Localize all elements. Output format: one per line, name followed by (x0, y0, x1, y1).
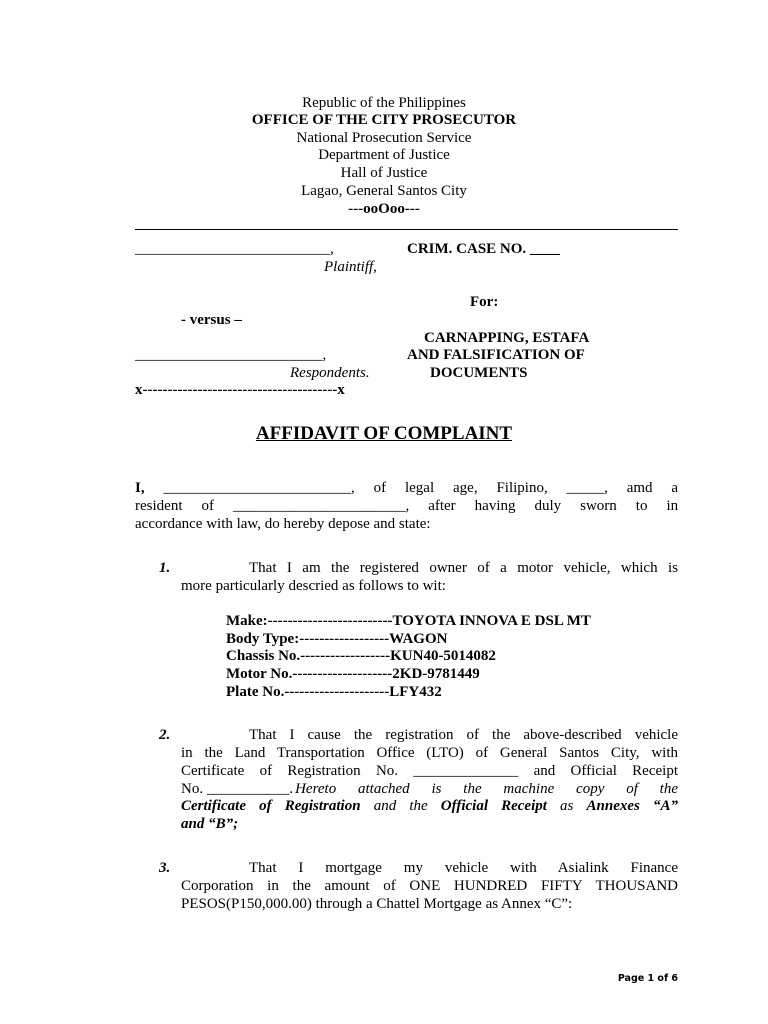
intro-word: resident (135, 498, 183, 514)
header-location: Lagao, General Santos City (301, 183, 467, 199)
for-label: For: (470, 294, 499, 310)
item-2-line-4 (181, 781, 678, 798)
intro-word: age, (453, 480, 478, 496)
offense-line-1: CARNAPPING, ESTAFA (424, 330, 590, 346)
item-2-line-4-a: No. ___________. (181, 781, 294, 797)
document-title: AFFIDAVIT OF COMPLAINT (255, 423, 513, 444)
vehicle-chassis (226, 648, 496, 665)
intro-blank: _________________________, (163, 480, 355, 496)
annex-receipt: Official Receipt (440, 798, 547, 814)
intro-word: duly (534, 498, 562, 514)
page-number: Page 1 of 6 (617, 973, 678, 984)
item-3-line-2: Corporation in the amount of ONE HUNDRED FIFTY THOUSAND (181, 878, 678, 894)
intro-word: to (635, 498, 648, 514)
intro-word: a (671, 480, 679, 496)
item-2-line-3: Certificate of Registration No. ______________ and Official Receipt (181, 763, 678, 779)
intro-blank: _____, (566, 480, 608, 496)
respondent-label: Respondents. (290, 365, 370, 381)
item-3-line-3: PESOS(P150,000.00) through a Chattel Mortgage as Annex “C”: (181, 896, 573, 912)
vehicle-plate-label: Plate No.--------------------- (226, 684, 390, 700)
item-2-line-5-as: as (546, 798, 587, 814)
annex-certificate: Certificate of Registration (181, 798, 361, 814)
vehicle-plate-value: LFY432 (389, 684, 442, 700)
annexes-ab: Annexes “A” (586, 798, 679, 814)
header-ornament: ---ooOoo--- (348, 201, 420, 217)
intro-word: I, (135, 480, 145, 496)
header-service: National Prosecution Service (296, 130, 472, 146)
vehicle-make-value: TOYOTA INNOVA E DSL MT (392, 613, 591, 629)
vehicle-chassis-label: Chassis No.------------------ (226, 648, 391, 664)
plaintiff-blank: __________________________, (135, 241, 334, 257)
respondent-blank: _________________________, (135, 347, 327, 363)
item-3-number: 3. (159, 860, 171, 876)
vehicle-make-label: Make:------------------------- (226, 613, 393, 629)
item-2-line-4-b: Hereto attached is the machine copy of the (295, 781, 678, 797)
item-1-line-2: more particularly descried as follows to wit: (181, 578, 446, 594)
case-number: CRIM. CASE NO. ____ (407, 241, 560, 257)
vehicle-make (226, 613, 591, 630)
intro-word: sworn (580, 498, 617, 514)
vehicle-motor (226, 666, 480, 683)
item-2-line-1: That I cause the registration of the above-described vehicle (249, 727, 678, 743)
vehicle-body-type-label: Body Type:------------------ (226, 631, 390, 647)
item-2-line-5 (181, 798, 678, 815)
header-office: OFFICE OF THE CITY PROSECUTOR (251, 112, 517, 128)
item-2-line-5-and: and the (360, 798, 441, 814)
vehicle-body-type-value: WAGON (389, 631, 448, 647)
intro-word: of (201, 498, 214, 514)
intro-word: legal (404, 480, 435, 496)
vehicle-motor-label: Motor No.-------------------- (226, 666, 393, 682)
intro-word: amd (626, 480, 653, 496)
intro-line-3: accordance with law, do hereby depose and state: (135, 516, 431, 532)
versus-label: - versus – (181, 312, 242, 328)
intro-word: having (474, 498, 516, 514)
item-1-number: 1. (159, 560, 171, 576)
item-1-line-1: That I am the registered owner of a motor vehicle, which is (249, 560, 678, 576)
item-3-line-1: That I mortgage my vehicle with Asialink Finance (249, 860, 678, 876)
vehicle-body-type (226, 631, 447, 648)
plaintiff-label: Plaintiff, (324, 259, 377, 275)
intro-line-1 (135, 480, 678, 497)
offense-line-2: AND FALSIFICATION OF (407, 347, 585, 363)
intro-word: in (666, 498, 679, 514)
intro-word: of (373, 480, 387, 496)
header-divider (135, 229, 678, 230)
vehicle-plate (226, 684, 442, 701)
intro-word: Filipino, (496, 480, 548, 496)
header-republic: Republic of the Philippines (302, 95, 466, 111)
item-2-line-2: in the Land Transportation Office (LTO) of General Santos City, with (181, 745, 678, 761)
intro-line-2 (135, 498, 678, 515)
item-2-number: 2. (159, 727, 171, 743)
header-department: Department of Justice (318, 147, 450, 163)
vehicle-motor-value: 2KD-9781449 (392, 666, 480, 682)
vehicle-chassis-value: KUN40-5014082 (390, 648, 496, 664)
item-2-line-6: and “B”; (181, 816, 239, 832)
intro-word: after (428, 498, 456, 514)
intro-blank: _______________________, (232, 498, 410, 514)
caption-x-line: x---------------------------------------x (135, 382, 345, 398)
offense-line-3: DOCUMENTS (430, 365, 528, 381)
header-hall: Hall of Justice (340, 165, 428, 181)
